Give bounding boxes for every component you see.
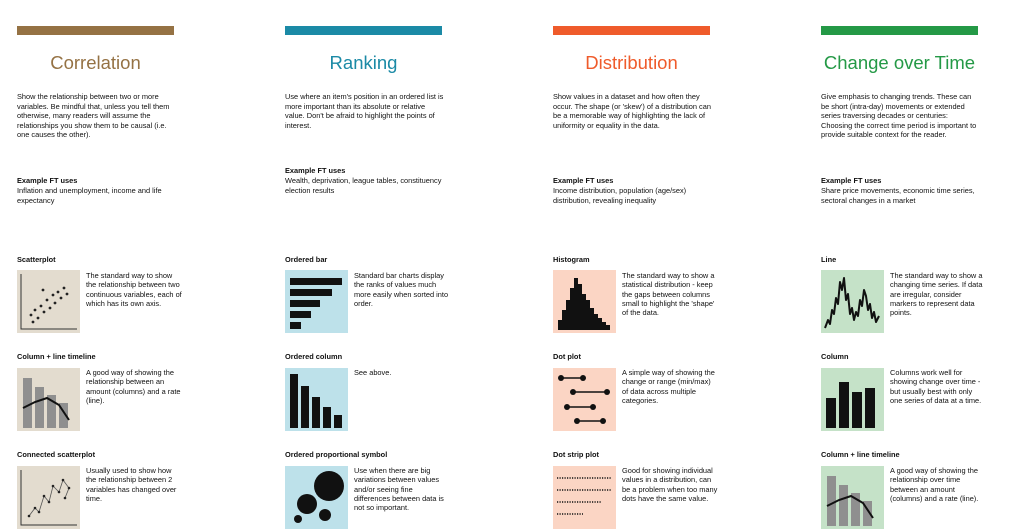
chart-name: Ordered column: [285, 352, 343, 361]
chart-name: Scatterplot: [17, 255, 56, 264]
chart-name: Ordered proportional symbol: [285, 450, 388, 459]
category-description: Use where an item's position in an ordered list is more important than its absolute or relative value. Don't be afraid to highlight the points of interest.: [285, 92, 444, 130]
line-chart-thumbnail: [821, 270, 884, 333]
chart-name: Connected scatterplot: [17, 450, 96, 459]
chart-name: Column + line timeline: [821, 450, 900, 459]
chart-name: Dot strip plot: [553, 450, 599, 459]
example-heading: Example FT uses: [17, 176, 78, 185]
example-uses: Share price movements, economic time series, sectoral changes in a market: [821, 186, 975, 205]
chart-description: A good way of showing the relationship over time between an amount (columns) and a rate (line).: [890, 466, 979, 503]
category-color-bar: [553, 26, 710, 35]
category-title: Change over Time: [823, 52, 976, 73]
chart-name: Histogram: [553, 255, 590, 264]
chart-description: The standard way to show a statistical distribution - keep the gaps between columns small to highlight the 'shape' of the data.: [622, 271, 715, 318]
chart-description: A good way of showing the relationship between an amount (columns) and a rate (line).: [86, 368, 181, 405]
chart-description: A simple way of showing the change or range (min/max) of data across multiple categories.: [622, 368, 715, 405]
category-color-bar: [285, 26, 442, 35]
chart-description: The standard way to show the relationship between two continuous variables, each of which has its own axis.: [86, 271, 182, 308]
chart-description: The standard way to show a changing time series. If data are irregular, consider markers to represent data points.: [890, 271, 983, 318]
chart-description: See above.: [354, 368, 392, 377]
column-line-timeline-thumbnail: [17, 368, 80, 431]
category-color-bar: [821, 26, 978, 35]
example-uses: Income distribution, population (age/sex) distribution, revealing inequality: [553, 186, 687, 205]
chart-name: Dot plot: [553, 352, 581, 361]
ordered-bar-thumbnail: [285, 270, 348, 333]
column-chart-thumbnail: [821, 368, 884, 431]
category-column-distribution: [553, 0, 793, 530]
dot-plot-thumbnail: [553, 368, 616, 431]
scatterplot-thumbnail: [17, 270, 80, 333]
category-color-bar: [17, 26, 174, 35]
chart-name: Column + line timeline: [17, 352, 96, 361]
ordered-proportional-symbol-thumbnail: [285, 466, 348, 529]
chart-name: Line: [821, 255, 837, 264]
example-uses: Inflation and unemployment, income and life expectancy: [17, 186, 162, 205]
example-heading: Example FT uses: [821, 176, 882, 185]
category-title: Correlation: [50, 52, 141, 73]
example-heading: Example FT uses: [553, 176, 614, 185]
category-description: Show values in a dataset and how often they occur. The shape (or 'skew') of a distribution can be a memorable way of highlighting the lack of uniformity or equality in the data.: [553, 92, 711, 130]
category-description: Give emphasis to changing trends. These can be short (intra-day) movements or extended series traversing decades or centuries: Choosing the correct time period is important to provide suitable context for the reader.: [821, 92, 977, 140]
example-heading: Example FT uses: [285, 166, 346, 175]
dot-strip-plot-thumbnail: [553, 466, 616, 529]
chart-name: Column: [821, 352, 849, 361]
chart-description: Columns work well for showing change over time - but usually best with only one series of data at a time.: [890, 368, 982, 405]
category-column-ranking: [285, 0, 525, 530]
category-title: Ranking: [329, 52, 398, 73]
category-column-change-over-time: [821, 0, 1023, 530]
category-description: Show the relationship between two or more variables. Be mindful that, unless you tell them otherwise, many readers will assume the relationships you show them to be causal (i.e. one causes the other).: [17, 92, 170, 140]
chart-description: Use when there are big variations between values and/or seeing fine differences between data is not so important.: [354, 466, 444, 513]
ordered-column-thumbnail: [285, 368, 348, 431]
connected-scatterplot-thumbnail: [17, 466, 80, 529]
chart-name: Ordered bar: [285, 255, 328, 264]
chart-description: Usually used to show how the relationship between 2 variables has changed over time.: [86, 466, 177, 503]
category-title: Distribution: [585, 52, 678, 73]
column-line-timeline-thumbnail: [821, 466, 884, 529]
histogram-thumbnail: [553, 270, 616, 333]
example-uses: Wealth, deprivation, league tables, constituency election results: [285, 176, 442, 195]
chart-description: Good for showing individual values in a distribution, can be a problem when too many dots have the same value.: [622, 466, 718, 503]
category-column-correlation: [17, 0, 257, 530]
chart-description: Standard bar charts display the ranks of values much more easily when sorted into order.: [354, 271, 449, 308]
